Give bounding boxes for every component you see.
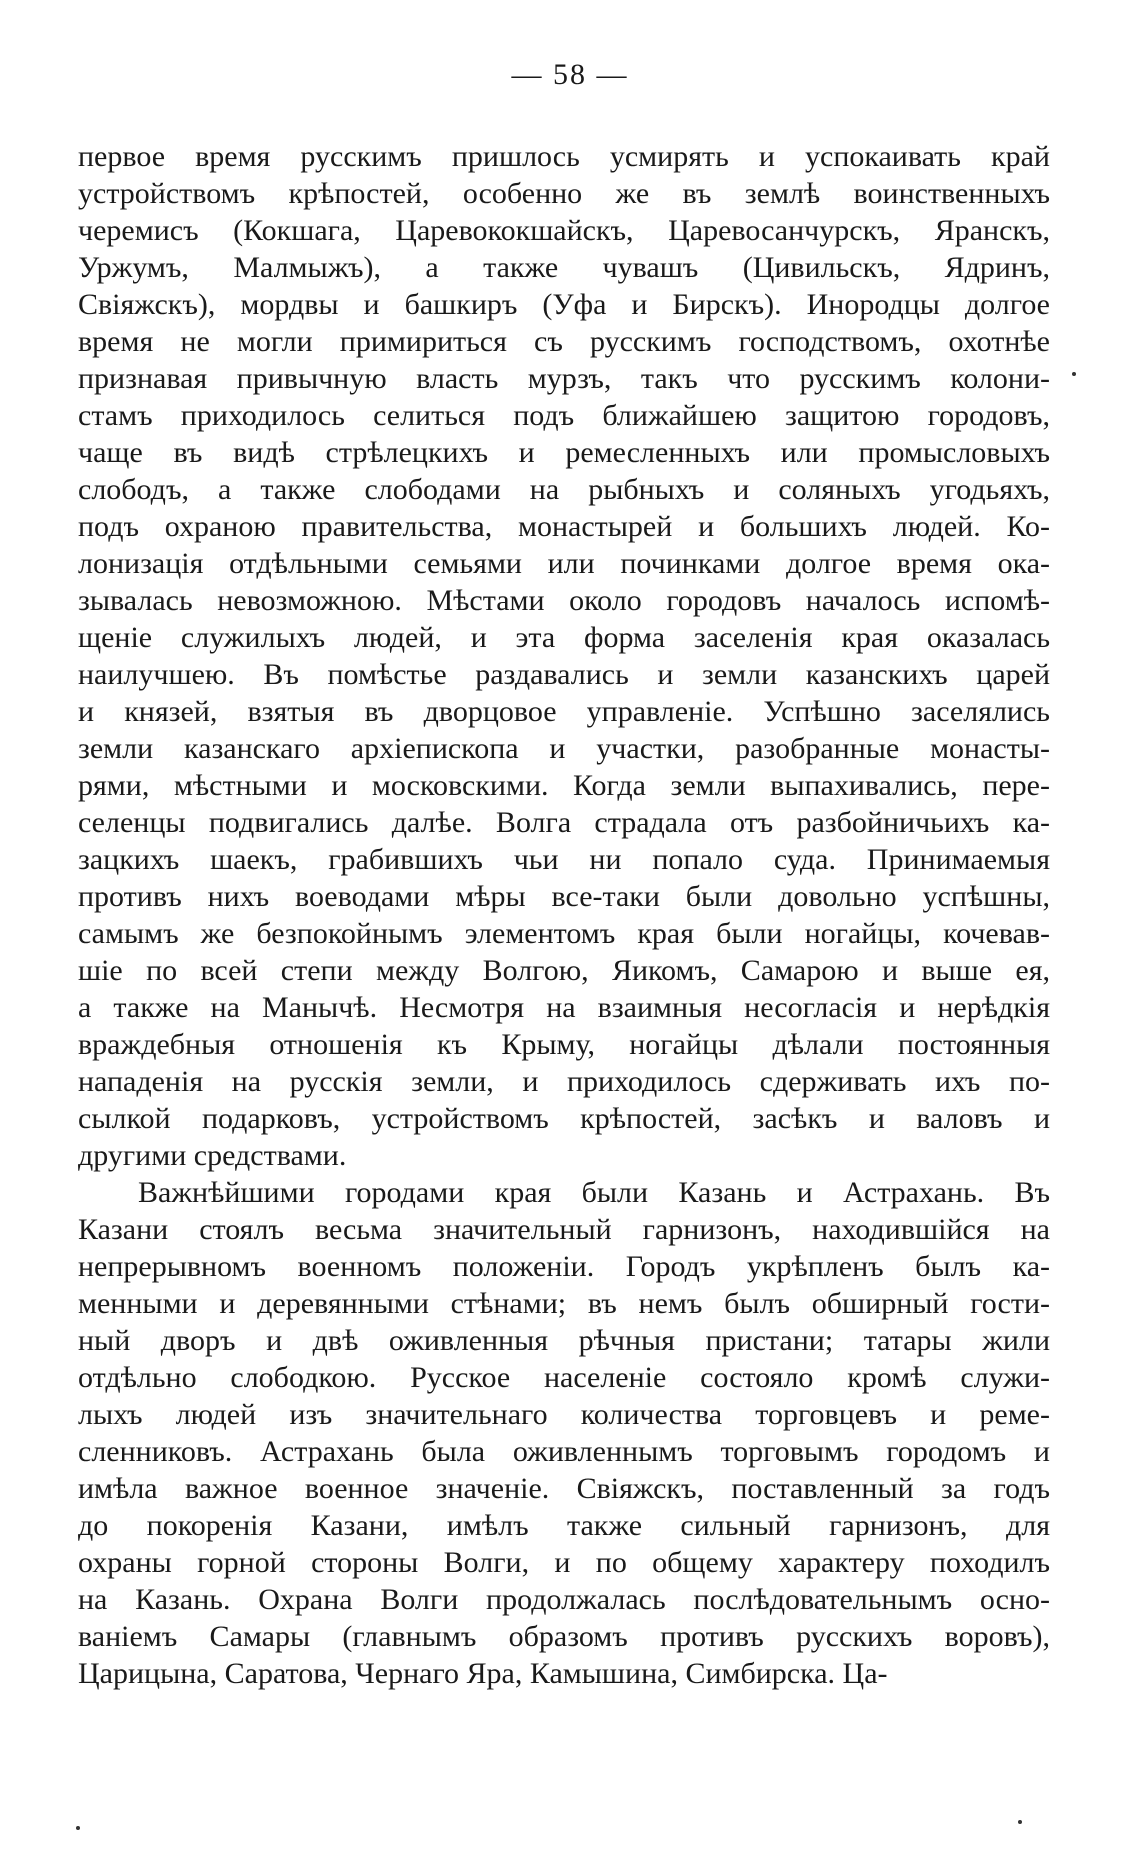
- text-line: непрерывномъ военномъ положеніи. Городъ укрѣпленъ былъ ка-: [78, 1250, 1050, 1283]
- text-line: чаще въ видѣ стрѣлецкихъ и ремесленныхъ или промысловыхъ: [78, 436, 1050, 469]
- text-line: ваніемъ Самары (главнымъ образомъ противъ русскихъ воровъ),: [78, 1620, 1050, 1653]
- text-line: и князей, взятыя въ дворцовое управленіе. Успѣшно заселялись: [78, 695, 1050, 728]
- text-line: черемисъ (Кокшага, Царевококшайскъ, Царевосанчурскъ, Яранскъ,: [78, 214, 1050, 247]
- paragraph-2: [78, 1174, 1050, 1692]
- text-line: селенцы подвигались далѣе. Волга страдала отъ разбойничьихъ ка-: [78, 806, 1050, 839]
- text-line: самымъ же безпокойнымъ элементомъ края были ногайцы, кочевав-: [78, 917, 1050, 950]
- text-line: наилучшею. Въ помѣстье раздавались и земли казанскихъ царей: [78, 658, 1050, 691]
- text-line: нападенія на русскія земли, и приходилось сдерживать ихъ по-: [78, 1065, 1050, 1098]
- text-line: менными и деревянными стѣнами; въ немъ былъ обширный гости-: [78, 1287, 1050, 1320]
- print-speck: [1072, 372, 1076, 376]
- text-line: слободъ, а также слободами на рыбныхъ и соляныхъ угодьяхъ,: [78, 473, 1050, 506]
- text-line: отдѣльно слободкою. Русское населеніе состояло кромѣ служи-: [78, 1361, 1050, 1394]
- text-line: устройствомъ крѣпостей, особенно же въ землѣ воинственныхъ: [78, 177, 1050, 210]
- text-line: другими средствами.: [78, 1139, 347, 1172]
- text-line: первое время русскимъ пришлось усмирять и успокаивать край: [78, 140, 1050, 173]
- page-number: — 58 —: [511, 58, 629, 91]
- text-line: сылкой подарковъ, устройствомъ крѣпостей, засѣкъ и валовъ и: [78, 1102, 1050, 1135]
- text-line: враждебныя отношенія къ Крыму, ногайцы дѣлали постоянныя: [78, 1028, 1050, 1061]
- text-line: Уржумъ, Малмыжъ), а также чувашъ (Цивильскъ, Ядринъ,: [78, 251, 1050, 284]
- text-line: подъ охраною правительства, монастырей и большихъ людей. Ко-: [78, 510, 1050, 543]
- text-line: Царицына, Саратова, Чернаго Яра, Камышина, Симбирска. Ца-: [78, 1657, 888, 1690]
- text-line: щеніе служилыхъ людей, и эта форма заселенія края оказалась: [78, 621, 1050, 654]
- text-line: признавая привычную власть мурзъ, такъ что русскимъ колони-: [78, 362, 1050, 395]
- text-line: стамъ приходилось селиться подъ ближайшею защитою городовъ,: [78, 399, 1050, 432]
- text-line: земли казанскаго архіепископа и участки, разобранные монасты-: [78, 732, 1050, 765]
- body-text: [78, 138, 1050, 1692]
- text-line: лонизація отдѣльными семьями или починками долгое время ока-: [78, 547, 1050, 580]
- text-line: сленниковъ. Астрахань была оживленнымъ торговымъ городомъ и: [78, 1435, 1050, 1468]
- text-line: ный дворъ и двѣ оживленныя рѣчныя пристани; татары жили: [78, 1324, 1050, 1357]
- text-line: шіе по всей степи между Волгою, Яикомъ, Самарою и выше ея,: [78, 954, 1050, 987]
- text-line: время не могли примириться съ русскимъ господствомъ, охотнѣе: [78, 325, 1050, 358]
- text-line: лыхъ людей изъ значительнаго количества торговцевъ и реме-: [78, 1398, 1050, 1431]
- print-speck: [1018, 1820, 1022, 1824]
- print-speck: [76, 1826, 80, 1830]
- text-line: зывалась невозможною. Мѣстами около городовъ началось испомѣ-: [78, 584, 1050, 617]
- text-line: а также на Манычѣ. Несмотря на взаимныя несогласія и нерѣдкія: [78, 991, 1050, 1024]
- text-line: охраны горной стороны Волги, и по общему характеру походилъ: [78, 1546, 1050, 1579]
- text-line: противъ нихъ воеводами мѣры все-таки были довольно успѣшны,: [78, 880, 1050, 913]
- text-line: Свіяжскъ), мордвы и башкиръ (Уфа и Бирскъ). Инородцы долгое: [78, 288, 1050, 321]
- text-line: Казани стоялъ весьма значительный гарнизонъ, находившійся на: [78, 1213, 1050, 1246]
- text-line: имѣла важное военное значеніе. Свіяжскъ, поставленный за годъ: [78, 1472, 1050, 1505]
- text-line: зацкихъ шаекъ, грабившихъ чьи ни попало суда. Принимаемыя: [78, 843, 1050, 876]
- paragraph-1: [78, 138, 1050, 1174]
- text-line: рями, мѣстными и московскими. Когда земли выпахивались, пере-: [78, 769, 1050, 802]
- text-line: до покоренія Казани, имѣлъ также сильный гарнизонъ, для: [78, 1509, 1050, 1542]
- text-line: на Казань. Охрана Волги продолжалась послѣдовательнымъ осно-: [78, 1583, 1050, 1616]
- text-line: Важнѣйшими городами края были Казань и Астрахань. Въ: [138, 1176, 1050, 1209]
